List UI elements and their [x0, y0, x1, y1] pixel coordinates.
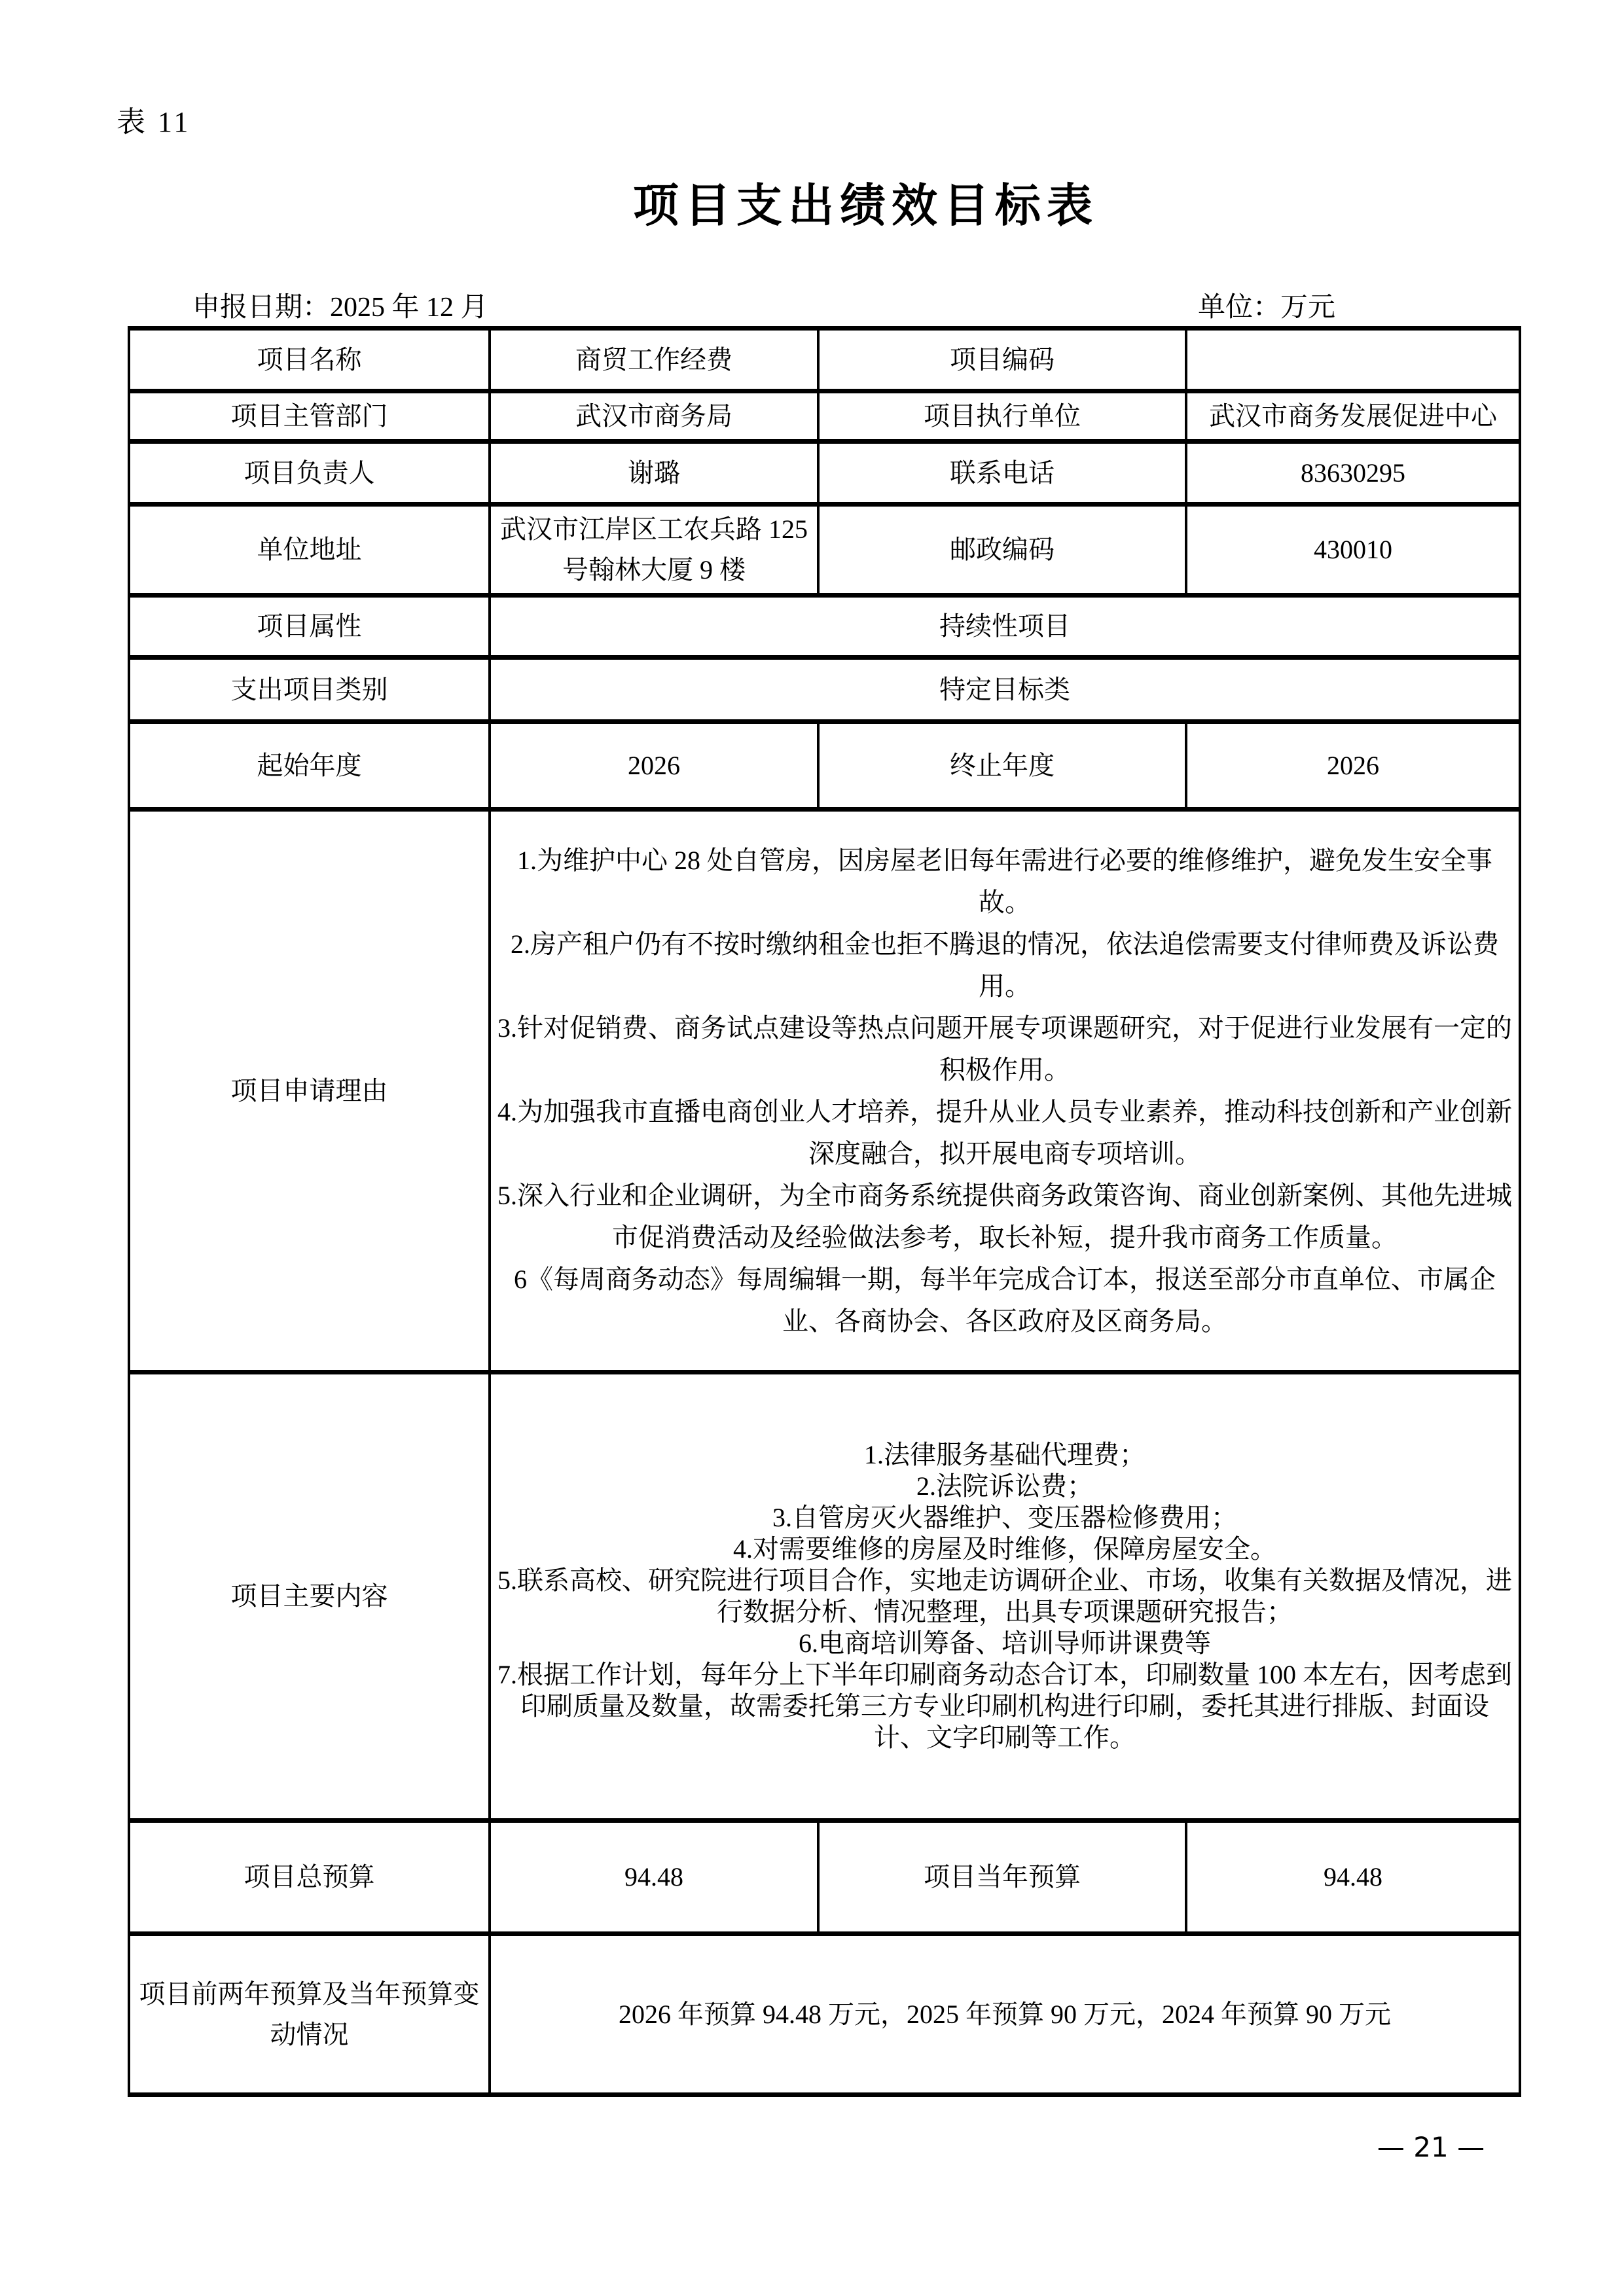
reason-paragraph: 6《每周商务动态》每周编辑一期，每半年完成合订本，报送至部分市直单位、市属企业、各商协会、各区政府及区商务局。	[514, 1264, 1496, 1336]
current-budget-label: 项目当年预算	[818, 1821, 1186, 1934]
content-paragraph: 1.法律服务基础代理费；	[864, 1440, 1146, 1469]
table-row	[129, 658, 1520, 722]
exec-unit-label: 项目执行单位	[818, 391, 1186, 442]
performance-target-table	[128, 326, 1521, 2097]
content-paragraph: 4.对需要维修的房屋及时维修，保障房屋安全。	[733, 1534, 1276, 1564]
content-paragraph: 7.根据工作计划，每年分上下半年印刷商务动态合订本，印刷数量 100 本左右，因考虑到印刷质量及数量，故需委托第三方专业印刷机构进行印刷，委托其进行排版、封面设计、文字印刷等工作。	[497, 1660, 1512, 1752]
reason-paragraph: 1.为维护中心 28 处自管房，因房屋老旧每年需进行必要的维修维护，避免发生安全事故。	[517, 845, 1492, 917]
sheet-label: 表 11	[117, 106, 191, 138]
address-value: 武汉市江岸区工农兵路 125 号翰林大厦 9 楼	[490, 505, 818, 596]
attribute-value: 持续性项目	[490, 596, 1520, 658]
content-cell	[490, 1372, 1520, 1821]
table-row	[129, 505, 1520, 596]
reason-label: 项目申请理由	[129, 810, 490, 1372]
postcode-label: 邮政编码	[818, 505, 1186, 596]
declare-date: 申报日期：2025 年 12 月	[192, 293, 488, 323]
address-label: 单位地址	[129, 505, 490, 596]
table-row	[129, 810, 1520, 1372]
reason-paragraph: 3.针对促销费、商务试点建设等热点问题开展专项课题研究，对于促进行业发展有一定的积极作用。	[497, 1013, 1512, 1085]
page-number: — 21 —	[1377, 2131, 1485, 2163]
project-name-label: 项目名称	[129, 329, 490, 391]
content-paragraph: 2.法院诉讼费；	[916, 1471, 1093, 1501]
table-row	[129, 1372, 1520, 1821]
postcode-value: 430010	[1186, 505, 1520, 596]
history-value: 2026 年预算 94.48 万元，2025 年预算 90 万元，2024 年预算 90 万元	[490, 1934, 1520, 2095]
table-row	[129, 1934, 1520, 2095]
total-budget-value: 94.48	[490, 1821, 818, 1934]
content-paragraph: 3.自管房灭火器维护、变压器检修费用；	[772, 1503, 1237, 1532]
start-year-value: 2026	[490, 722, 818, 810]
content-label: 项目主要内容	[129, 1372, 490, 1821]
category-label: 支出项目类别	[129, 658, 490, 722]
dept-value: 武汉市商务局	[490, 391, 818, 442]
attribute-label: 项目属性	[129, 596, 490, 658]
reason-paragraph: 2.房产租户仍有不按时缴纳租金也拒不腾退的情况，依法追偿需要支付律师费及诉讼费用。	[511, 929, 1499, 1001]
content-paragraph: 5.联系高校、研究院进行项目合作，实地走访调研企业、市场，收集有关数据及情况，进行数据分析、情况整理，出具专项课题研究报告；	[497, 1566, 1512, 1626]
table-row	[129, 329, 1520, 391]
table-row	[129, 391, 1520, 442]
page-title: 项目支出绩效目标表	[633, 181, 1098, 232]
end-year-label: 终止年度	[818, 722, 1186, 810]
content-paragraph: 6.电商培训筹备、培训导师讲课费等	[799, 1628, 1211, 1658]
category-value: 特定目标类	[490, 658, 1520, 722]
table-row	[129, 1821, 1520, 1934]
phone-label: 联系电话	[818, 442, 1186, 505]
project-code-label: 项目编码	[818, 329, 1186, 391]
dept-label: 项目主管部门	[129, 391, 490, 442]
table-row	[129, 442, 1520, 505]
leader-label: 项目负责人	[129, 442, 490, 505]
table-row	[129, 596, 1520, 658]
total-budget-label: 项目总预算	[129, 1821, 490, 1934]
current-budget-value: 94.48	[1186, 1821, 1520, 1934]
history-label: 项目前两年预算及当年预算变动情况	[129, 1934, 490, 2095]
exec-unit-value: 武汉市商务发展促进中心	[1186, 391, 1520, 442]
phone-value: 83630295	[1186, 442, 1520, 505]
reason-cell	[490, 810, 1520, 1372]
project-code-value	[1186, 329, 1520, 391]
unit-label: 单位：万元	[1197, 293, 1335, 323]
project-name-value: 商贸工作经费	[490, 329, 818, 391]
start-year-label: 起始年度	[129, 722, 490, 810]
table-row	[129, 722, 1520, 810]
end-year-value: 2026	[1186, 722, 1520, 810]
reason-paragraph: 5.深入行业和企业调研，为全市商务系统提供商务政策咨询、商业创新案例、其他先进城市促消费活动及经验做法参考，取长补短，提升我市商务工作质量。	[497, 1180, 1512, 1252]
reason-paragraph: 4.为加强我市直播电商创业人才培养，提升从业人员专业素养，推动科技创新和产业创新深度融合，拟开展电商专项培训。	[497, 1096, 1512, 1168]
leader-value: 谢璐	[490, 442, 818, 505]
